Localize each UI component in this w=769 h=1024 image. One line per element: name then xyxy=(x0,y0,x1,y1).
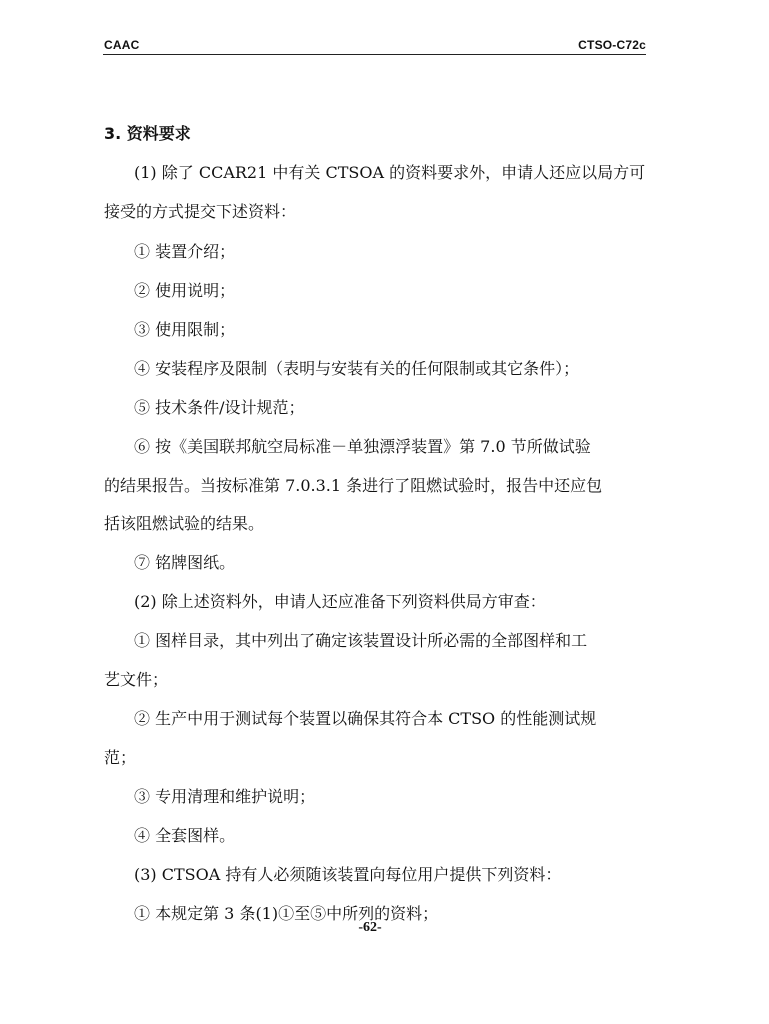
paragraph-line: 艺文件； xyxy=(104,670,169,689)
list-item: ⑦ 铭牌图纸。 xyxy=(134,553,236,572)
header-left-label: CAAC xyxy=(104,38,140,52)
paragraph-line: 括该阻燃试验的结果。 xyxy=(104,514,265,533)
list-item: ① 本规定第 3 条(1)①至⑤中所列的资料； xyxy=(134,904,439,923)
paragraph-line: 范； xyxy=(104,748,137,767)
header-right-label: CTSO-C72c xyxy=(578,38,646,52)
list-item: ⑥ 按《美国联邦航空局标准－单独漂浮装置》第 7.0 节所做试验 xyxy=(134,437,591,456)
list-item: ④ 安装程序及限制（表明与安装有关的任何限制或其它条件）； xyxy=(134,359,580,378)
list-item: ① 图样目录，其中列出了确定该装置设计所必需的全部图样和工 xyxy=(134,631,588,650)
list-item: ⑤ 技术条件/设计规范； xyxy=(134,398,305,417)
header-rule xyxy=(103,54,646,55)
list-item: ④ 全套图样。 xyxy=(134,826,236,845)
paragraph-line: (1) 除了 CCAR21 中有关 CTSOA 的资料要求外，申请人还应以局方可 xyxy=(134,163,646,182)
list-item: ② 使用说明； xyxy=(134,281,236,300)
paragraph-line: (3) CTSOA 持有人必须随该装置向每位用户提供下列资料： xyxy=(134,865,562,884)
page-number: -62- xyxy=(358,920,382,935)
paragraph-line: 的结果报告。当按标准第 7.0.3.1 条进行了阻燃试验时，报告中还应包 xyxy=(104,476,603,495)
list-item: ② 生产中用于测试每个装置以确保其符合本 CTSO 的性能测试规 xyxy=(134,709,597,728)
list-item: ③ 使用限制； xyxy=(134,320,236,339)
section-heading: 3. 资料要求 xyxy=(104,124,191,143)
paragraph-line: 接受的方式提交下述资料： xyxy=(104,202,297,221)
list-item: ① 装置介绍； xyxy=(134,242,236,261)
paragraph-line: (2) 除上述资料外，申请人还应准备下列资料供局方审查： xyxy=(134,592,546,611)
list-item: ③ 专用清理和维护说明； xyxy=(134,787,316,806)
